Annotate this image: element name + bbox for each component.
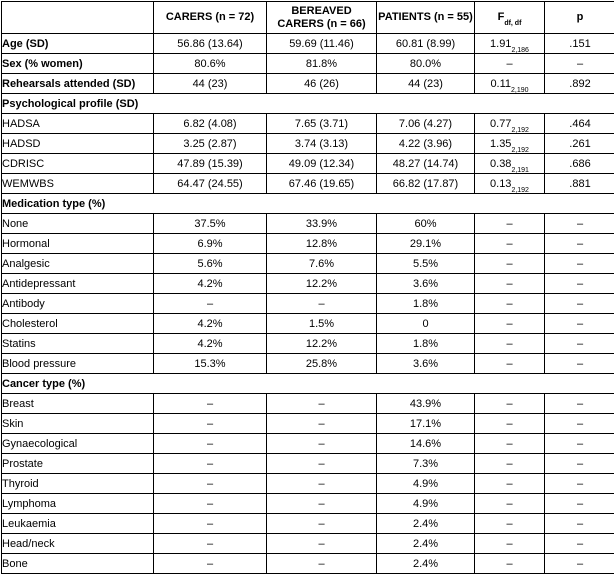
p-value-cell: .881 <box>545 174 614 194</box>
value-cell: 47.89 (15.39) <box>154 154 267 174</box>
p-value-cell: – <box>545 414 614 434</box>
table-row <box>2 494 614 514</box>
f-statistic-cell: – <box>475 54 545 74</box>
value-cell: 7.6% <box>267 254 377 274</box>
row-label: Head/neck <box>2 534 154 554</box>
value-cell: 64.47 (24.55) <box>154 174 267 194</box>
f-df-subscript: 2,191 <box>511 167 529 174</box>
p-value-cell: .464 <box>545 114 614 134</box>
f-statistic-cell: – <box>475 334 545 354</box>
p-value-cell: – <box>545 394 614 414</box>
value-cell: 4.9% <box>377 474 475 494</box>
value-cell: 29.1% <box>377 234 475 254</box>
value-cell: 3.74 (3.13) <box>267 134 377 154</box>
value-cell: 2.4% <box>377 534 475 554</box>
value-cell: 44 (23) <box>154 74 267 94</box>
row-label: Prostate <box>2 454 154 474</box>
value-cell: – <box>267 434 377 454</box>
section-row <box>2 94 614 114</box>
section-label: Cancer type (%) <box>2 374 614 394</box>
table-row <box>2 254 614 274</box>
value-cell: – <box>267 494 377 514</box>
value-cell: 4.2% <box>154 274 267 294</box>
table-row <box>2 234 614 254</box>
value-cell: 2.4% <box>377 554 475 574</box>
value-cell: 14.6% <box>377 434 475 454</box>
f-statistic-cell: – <box>475 394 545 414</box>
value-cell: – <box>154 294 267 314</box>
row-label: Antibody <box>2 294 154 314</box>
p-value-cell: .686 <box>545 154 614 174</box>
value-cell: 2.4% <box>377 514 475 534</box>
value-cell: 3.25 (2.87) <box>154 134 267 154</box>
value-cell: – <box>154 454 267 474</box>
value-cell: 43.9% <box>377 394 475 414</box>
p-value-cell: – <box>545 254 614 274</box>
value-cell: – <box>154 514 267 534</box>
value-cell: 59.69 (11.46) <box>267 34 377 54</box>
table-row <box>2 294 614 314</box>
column-header-bereaved-line1: BEREAVED <box>267 5 376 18</box>
p-value-cell: – <box>545 454 614 474</box>
row-label: HADSD <box>2 134 154 154</box>
p-value-cell: – <box>545 494 614 514</box>
p-value-cell: – <box>545 434 614 454</box>
p-value-cell: – <box>545 274 614 294</box>
f-df-subscript: 2,186 <box>511 47 529 54</box>
p-value-cell: – <box>545 314 614 334</box>
row-label: WEMWBS <box>2 174 154 194</box>
value-cell: 1.8% <box>377 294 475 314</box>
section-label: Psychological profile (SD) <box>2 94 614 114</box>
value-cell: – <box>267 534 377 554</box>
f-statistic-cell: $0.77_{2,192}$ <box>475 114 545 134</box>
f-statistic-cell: $1.35_{2,192}$ <box>475 134 545 154</box>
row-label: CDRISC <box>2 154 154 174</box>
table-row <box>2 74 614 94</box>
f-statistic-cell: – <box>475 494 545 514</box>
f-statistic-cell: – <box>475 414 545 434</box>
value-cell: 5.5% <box>377 254 475 274</box>
section-row <box>2 194 614 214</box>
f-df-subscript: 2,192 <box>511 147 529 154</box>
f-statistic-cell: $0.38_{2,191}$ <box>475 154 545 174</box>
participant-characteristics-table <box>1 1 614 574</box>
value-cell: – <box>154 494 267 514</box>
column-header-carers: CARERS (n = 72) <box>154 2 267 34</box>
table-row <box>2 514 614 534</box>
f-statistic-cell: – <box>475 234 545 254</box>
p-value-cell: – <box>545 554 614 574</box>
f-statistic-cell: – <box>475 454 545 474</box>
p-value-cell: – <box>545 534 614 554</box>
f-statistic-cell: – <box>475 554 545 574</box>
value-cell: 3.6% <box>377 354 475 374</box>
value-cell: 48.27 (14.74) <box>377 154 475 174</box>
row-label: Statins <box>2 334 154 354</box>
value-cell: – <box>267 294 377 314</box>
value-cell: – <box>267 554 377 574</box>
value-cell: 6.82 (4.08) <box>154 114 267 134</box>
p-value-cell: – <box>545 334 614 354</box>
value-cell: 33.9% <box>267 214 377 234</box>
table-row <box>2 134 614 154</box>
value-cell: – <box>267 514 377 534</box>
table-header <box>2 2 614 34</box>
f-df-subscript: 2,192 <box>511 187 529 194</box>
table-row <box>2 54 614 74</box>
value-cell: 46 (26) <box>267 74 377 94</box>
value-cell: – <box>154 394 267 414</box>
value-cell: 81.8% <box>267 54 377 74</box>
value-cell: 44 (23) <box>377 74 475 94</box>
table-row <box>2 34 614 54</box>
value-cell: 12.2% <box>267 274 377 294</box>
table-row <box>2 534 614 554</box>
value-cell: 12.2% <box>267 334 377 354</box>
table-row <box>2 274 614 294</box>
header-empty-cell <box>2 2 154 34</box>
value-cell: – <box>154 474 267 494</box>
value-cell: 66.82 (17.87) <box>377 174 475 194</box>
value-cell: 1.8% <box>377 334 475 354</box>
p-value-cell: .261 <box>545 134 614 154</box>
f-statistic-cell: $0.13_{2,192}$ <box>475 174 545 194</box>
value-cell: – <box>267 414 377 434</box>
value-cell: – <box>267 394 377 414</box>
row-label: Skin <box>2 414 154 434</box>
table-row <box>2 434 614 454</box>
value-cell: – <box>267 454 377 474</box>
row-label: Lymphoma <box>2 494 154 514</box>
value-cell: 15.3% <box>154 354 267 374</box>
row-label: Antidepressant <box>2 274 154 294</box>
row-label: Analgesic <box>2 254 154 274</box>
f-statistic-cell: – <box>475 254 545 274</box>
value-cell: 6.9% <box>154 234 267 254</box>
row-label: Rehearsals attended (SD) <box>2 74 154 94</box>
value-cell: 37.5% <box>154 214 267 234</box>
value-cell: – <box>154 534 267 554</box>
table-row <box>2 154 614 174</box>
value-cell: 80.6% <box>154 54 267 74</box>
value-cell: 56.86 (13.64) <box>154 34 267 54</box>
row-label: Bone <box>2 554 154 574</box>
column-header-patients: PATIENTS (n = 55) <box>377 2 475 34</box>
p-value-cell: – <box>545 294 614 314</box>
row-label: Blood pressure <box>2 354 154 374</box>
row-label: Breast <box>2 394 154 414</box>
section-row <box>2 374 614 394</box>
value-cell: 49.09 (12.34) <box>267 154 377 174</box>
value-cell: 4.2% <box>154 314 267 334</box>
value-cell: 1.5% <box>267 314 377 334</box>
value-cell: 0 <box>377 314 475 334</box>
p-value-cell: – <box>545 354 614 374</box>
row-label: None <box>2 214 154 234</box>
f-statistic-cell: $1.91_{2,186}$ <box>475 34 545 54</box>
p-value-cell: – <box>545 234 614 254</box>
row-label: Age (SD) <box>2 34 154 54</box>
table-row <box>2 414 614 434</box>
table-body <box>2 34 614 574</box>
value-cell: 5.6% <box>154 254 267 274</box>
row-label: Gynaecological <box>2 434 154 454</box>
f-statistic-cell: – <box>475 214 545 234</box>
table-row <box>2 454 614 474</box>
value-cell: 17.1% <box>377 414 475 434</box>
value-cell: 7.06 (4.27) <box>377 114 475 134</box>
table-row <box>2 174 614 194</box>
column-header-bereaved-line2: CARERS (n = 66) <box>267 18 376 31</box>
p-value-cell: – <box>545 514 614 534</box>
table-row <box>2 474 614 494</box>
table-row <box>2 354 614 374</box>
column-header-bereaved-carers <box>267 2 377 34</box>
table-row <box>2 114 614 134</box>
value-cell: 25.8% <box>267 354 377 374</box>
value-cell: – <box>154 434 267 454</box>
value-cell: – <box>267 474 377 494</box>
value-cell: 7.65 (3.71) <box>267 114 377 134</box>
f-statistic-cell: – <box>475 434 545 454</box>
f-df-subscript: 2,192 <box>511 127 529 134</box>
column-header-p-value: p <box>545 2 614 34</box>
value-cell: 7.3% <box>377 454 475 474</box>
row-label: Leukaemia <box>2 514 154 534</box>
table-row <box>2 394 614 414</box>
p-value-cell: .892 <box>545 74 614 94</box>
row-label: Cholesterol <box>2 314 154 334</box>
p-value-cell: – <box>545 474 614 494</box>
f-statistic-cell: – <box>475 314 545 334</box>
f-statistic-cell: – <box>475 514 545 534</box>
value-cell: 80.0% <box>377 54 475 74</box>
f-statistic-cell: $0.11_{2,190}$ <box>475 74 545 94</box>
value-cell: 12.8% <box>267 234 377 254</box>
table-row <box>2 334 614 354</box>
table-row <box>2 554 614 574</box>
row-label: Sex (% women) <box>2 54 154 74</box>
p-value-cell: – <box>545 214 614 234</box>
row-label: HADSA <box>2 114 154 134</box>
value-cell: – <box>154 554 267 574</box>
table-row <box>2 214 614 234</box>
section-label: Medication type (%) <box>2 194 614 214</box>
f-statistic-cell: – <box>475 474 545 494</box>
value-cell: 67.46 (19.65) <box>267 174 377 194</box>
f-statistic-cell: – <box>475 274 545 294</box>
f-label: F <box>498 11 505 23</box>
value-cell: 60.81 (8.99) <box>377 34 475 54</box>
value-cell: 4.2% <box>154 334 267 354</box>
f-statistic-cell: – <box>475 354 545 374</box>
value-cell: – <box>154 414 267 434</box>
value-cell: 4.9% <box>377 494 475 514</box>
row-label: Thyroid <box>2 474 154 494</box>
value-cell: 3.6% <box>377 274 475 294</box>
column-header-f-statistic <box>475 2 545 34</box>
header-row <box>2 2 614 34</box>
row-label: Hormonal <box>2 234 154 254</box>
table-row <box>2 314 614 334</box>
p-value-cell: – <box>545 54 614 74</box>
value-cell: 4.22 (3.96) <box>377 134 475 154</box>
f-df-subscript: df, df <box>504 20 521 27</box>
f-statistic-cell: – <box>475 534 545 554</box>
f-statistic-cell: – <box>475 294 545 314</box>
p-value-cell: .151 <box>545 34 614 54</box>
f-df-subscript: 2,190 <box>511 87 529 94</box>
value-cell: 60% <box>377 214 475 234</box>
